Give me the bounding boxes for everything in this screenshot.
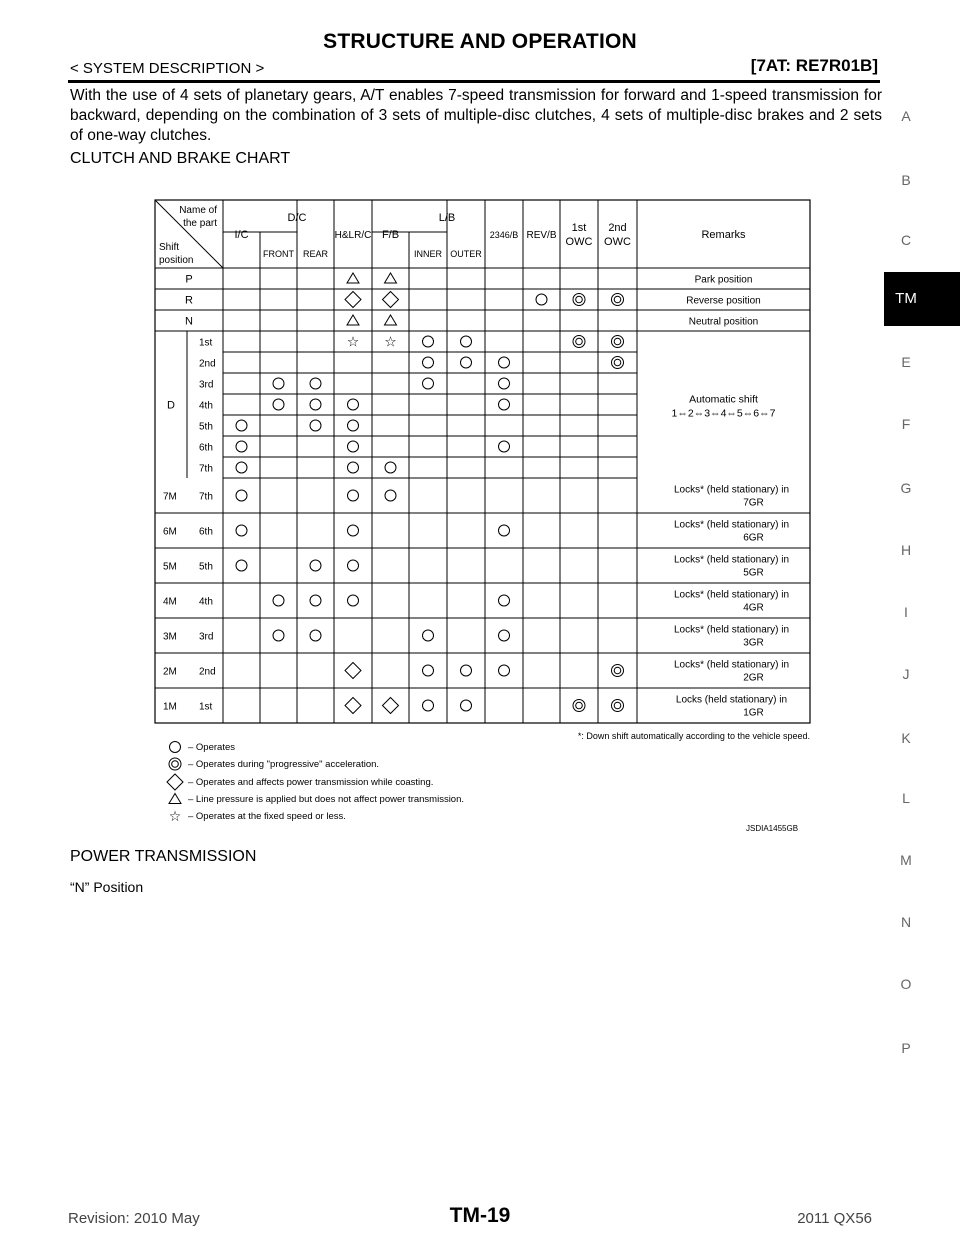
corner-label: Name of — [179, 205, 217, 216]
mark-operates — [310, 560, 321, 571]
mark-operates — [499, 630, 510, 641]
side-index-letter[interactable]: E — [901, 354, 911, 370]
mark-progressive — [612, 700, 624, 712]
mark-operates — [499, 357, 510, 368]
legend-symbol — [170, 742, 181, 753]
row-gear-label: 6th — [199, 526, 213, 538]
column-header-revb: REV/B — [526, 230, 557, 241]
column-header-2nd-owc: 2nd — [608, 222, 627, 234]
row-gear-label: 4th — [199, 596, 213, 608]
column-header-front: FRONT — [263, 249, 294, 259]
mark-progressive — [576, 338, 583, 345]
row-remark: 3GR — [743, 637, 764, 649]
mark-operates — [461, 700, 472, 711]
row-remark: Park position — [694, 274, 753, 286]
chart-footnote: *: Down shift automatically according to the vehicle speed. — [577, 731, 810, 741]
mark-operates — [236, 490, 247, 501]
mark-operates — [461, 336, 472, 347]
mark-operates — [310, 630, 321, 641]
row-gear-label: 3rd — [199, 379, 214, 391]
side-index-letter[interactable]: N — [900, 914, 912, 930]
column-header-remarks: Remarks — [701, 229, 746, 241]
legend-symbol — [172, 761, 179, 768]
group-header-dc: D/C — [287, 212, 307, 224]
figure-id: JSDIA1455GB — [746, 824, 799, 833]
column-header-inner: INNER — [413, 249, 443, 259]
row-remark: Locks* (held stationary) in — [673, 589, 790, 601]
side-index — [884, 0, 960, 1242]
row-gear-label: 6th — [199, 442, 213, 454]
mark-operates — [461, 357, 472, 368]
row-remark: 4GR — [743, 602, 764, 614]
column-header-hlrc: H&LR/C — [334, 230, 372, 241]
mark-operates — [273, 378, 284, 389]
row-remark: 6GR — [743, 532, 764, 544]
mark-progressive — [612, 294, 624, 306]
side-index-letter[interactable]: J — [902, 666, 910, 682]
row-position-label: R — [185, 294, 193, 307]
row-position-label: N — [185, 315, 193, 328]
mark-coasting — [383, 292, 399, 308]
mark-operates — [348, 462, 359, 473]
mark-operates — [348, 399, 359, 410]
side-index-letter[interactable]: G — [900, 480, 912, 496]
row-gear-label: 5th — [199, 561, 213, 573]
row-remark: Locks (held stationary) in — [675, 694, 788, 706]
column-header-1st-owc: 1st — [571, 222, 587, 234]
intro-paragraph: With the use of 4 sets of planetary gears, A/T enables 7-speed transmission for forward and 1-speed transmission for backward, depending on the combination of 3 sets of multiple-disc clutches, 4 sets of multiple-disc brakes and 2 sets of one-way clutches. — [70, 87, 882, 144]
mark-operates — [423, 336, 434, 347]
row-gear-label: 1st — [199, 337, 213, 349]
auto-shift-remark: 1⇔2⇔3⇔4⇔5⇔6⇔7 — [671, 407, 776, 420]
side-index-letter[interactable]: A — [901, 108, 911, 124]
column-header-rear: REAR — [302, 249, 329, 259]
mark-operates — [536, 294, 547, 305]
mark-operates — [236, 560, 247, 571]
side-index-letter[interactable]: P — [901, 1040, 911, 1056]
mark-operates — [273, 399, 284, 410]
side-index-letter[interactable]: K — [901, 730, 911, 746]
mark-operates — [348, 560, 359, 571]
corner-label: the part — [183, 218, 217, 229]
side-index-letter: TM — [895, 290, 917, 307]
mark-operates — [499, 378, 510, 389]
mark-progressive — [614, 667, 621, 674]
mark-line-pressure — [385, 315, 397, 325]
legend-text: – Operates during "progressive" acceleration. — [188, 759, 380, 770]
mark-operates — [348, 441, 359, 452]
mark-operates — [273, 595, 284, 606]
row-gear-label: 3rd — [199, 631, 214, 643]
mark-progressive — [612, 357, 624, 369]
mark-coasting — [383, 698, 399, 714]
mark-progressive — [614, 296, 621, 303]
row-gear-label: 7th — [199, 491, 213, 503]
side-index-letter[interactable]: F — [901, 416, 911, 432]
footer-revision: Revision: 2010 May — [68, 1210, 200, 1227]
mark-operates — [461, 665, 472, 676]
row-gear-label: 1st — [199, 701, 213, 713]
side-index-letter[interactable]: L — [902, 790, 910, 806]
side-index-tab-tm[interactable] — [884, 272, 960, 326]
row-position-label: 7M — [163, 491, 177, 503]
column-header-fb: F/B — [381, 229, 400, 241]
mark-operates — [423, 378, 434, 389]
legend-symbol — [169, 758, 181, 770]
mark-operates — [236, 420, 247, 431]
mark-coasting — [345, 292, 361, 308]
column-header-outer: OUTER — [450, 249, 482, 259]
corner-label: Shift — [159, 242, 180, 253]
clutch-brake-chart — [150, 195, 822, 825]
mark-line-pressure — [347, 273, 359, 283]
row-gear-label: 5th — [199, 421, 213, 433]
mark-operates — [423, 357, 434, 368]
mark-operates — [499, 399, 510, 410]
row-gear-label: 2nd — [199, 358, 216, 370]
side-index-letter[interactable]: M — [900, 852, 912, 868]
mark-operates — [423, 630, 434, 641]
section-heading-power-transmission: POWER TRANSMISSION — [70, 848, 257, 865]
mark-operates — [236, 462, 247, 473]
mark-operates — [310, 399, 321, 410]
column-header-2346b: 2346/B — [489, 230, 519, 240]
row-remark: Locks* (held stationary) in — [673, 484, 790, 496]
row-position-label: 3M — [163, 631, 177, 643]
row-remark: Locks* (held stationary) in — [673, 519, 790, 531]
row-position-label: 5M — [163, 561, 177, 573]
auto-shift-remark: Automatic shift — [689, 393, 758, 406]
mark-progressive — [612, 665, 624, 677]
row-gear-label: 2nd — [199, 666, 216, 678]
mark-fixed-speed: ☆ — [346, 333, 360, 350]
mark-progressive — [576, 296, 583, 303]
side-index-letter[interactable]: C — [900, 232, 912, 248]
mark-progressive — [612, 336, 624, 348]
legend-text: – Operates — [188, 742, 235, 753]
mark-operates — [273, 630, 284, 641]
footer-model: 2011 QX56 — [797, 1210, 872, 1227]
row-remark: 7GR — [743, 497, 764, 509]
side-index-letter[interactable]: I — [904, 604, 908, 620]
mark-operates — [499, 525, 510, 536]
mark-operates — [310, 595, 321, 606]
mark-operates — [499, 665, 510, 676]
column-header-ic: I/C — [234, 229, 249, 241]
mark-operates — [348, 490, 359, 501]
column-header-2nd-owc: OWC — [604, 236, 631, 248]
row-remark: Locks* (held stationary) in — [673, 624, 790, 636]
row-remark: Neutral position — [688, 316, 759, 328]
mark-operates — [385, 462, 396, 473]
n-position-heading: “N” Position — [70, 879, 144, 895]
mark-progressive — [573, 700, 585, 712]
row-remark: 1GR — [743, 707, 764, 719]
side-index-letter[interactable]: B — [901, 172, 911, 188]
mark-progressive — [614, 359, 621, 366]
page-title: STRUCTURE AND OPERATION — [323, 30, 637, 53]
mark-progressive — [573, 294, 585, 306]
row-position-label: 1M — [163, 701, 177, 713]
mark-fixed-speed: ☆ — [384, 333, 397, 350]
mark-progressive — [576, 702, 583, 709]
mark-line-pressure — [347, 315, 359, 325]
row-position-label: 4M — [163, 596, 177, 608]
mark-operates — [499, 441, 510, 452]
mark-coasting — [345, 698, 361, 714]
mark-coasting — [345, 663, 361, 679]
mark-operates — [348, 595, 359, 606]
mark-operates — [236, 441, 247, 452]
legend-text: – Line pressure is applied but does not affect power transmission. — [188, 794, 465, 805]
mark-operates — [310, 420, 321, 431]
mark-operates — [236, 525, 247, 536]
header-rule — [68, 80, 880, 83]
mark-operates — [385, 490, 396, 501]
legend-symbol — [167, 774, 183, 790]
row-remark: Locks* (held stationary) in — [673, 659, 790, 671]
mark-progressive — [573, 336, 585, 348]
row-position-label: 6M — [163, 526, 177, 538]
legend-text: – Operates and affects power transmission while coasting. — [188, 777, 434, 788]
group-header-lb: L/B — [438, 212, 456, 224]
corner-label: position — [159, 255, 194, 266]
row-remark: Locks* (held stationary) in — [673, 554, 790, 566]
mark-operates — [423, 700, 434, 711]
mark-progressive — [614, 702, 621, 709]
section-heading-clutch-brake-chart: CLUTCH AND BRAKE CHART — [70, 150, 291, 167]
legend-symbol — [169, 794, 181, 804]
mark-operates — [310, 378, 321, 389]
mark-operates — [423, 665, 434, 676]
mark-operates — [348, 420, 359, 431]
side-index-letter[interactable]: H — [900, 542, 912, 558]
row-remark: 2GR — [743, 672, 764, 684]
side-index-letter[interactable]: O — [900, 976, 912, 992]
mark-line-pressure — [385, 273, 397, 283]
row-gear-label: 4th — [199, 400, 213, 412]
row-gear-label: 7th — [199, 463, 213, 475]
row-position-label: P — [185, 273, 193, 286]
model-code: [7AT: RE7R01B] — [750, 56, 878, 75]
footer-page-number: TM-19 — [449, 1204, 511, 1227]
legend-symbol: ☆ — [168, 808, 182, 824]
row-position-label: 2M — [163, 666, 177, 678]
breadcrumb: < SYSTEM DESCRIPTION > — [70, 60, 265, 77]
row-remark: Reverse position — [686, 295, 761, 307]
mark-operates — [348, 525, 359, 536]
column-header-1st-owc: OWC — [565, 236, 593, 248]
mark-progressive — [614, 338, 621, 345]
legend-text: – Operates at the fixed speed or less. — [188, 811, 346, 822]
mark-operates — [499, 595, 510, 606]
row-position-label: D — [167, 399, 175, 412]
row-remark: 5GR — [743, 567, 764, 579]
